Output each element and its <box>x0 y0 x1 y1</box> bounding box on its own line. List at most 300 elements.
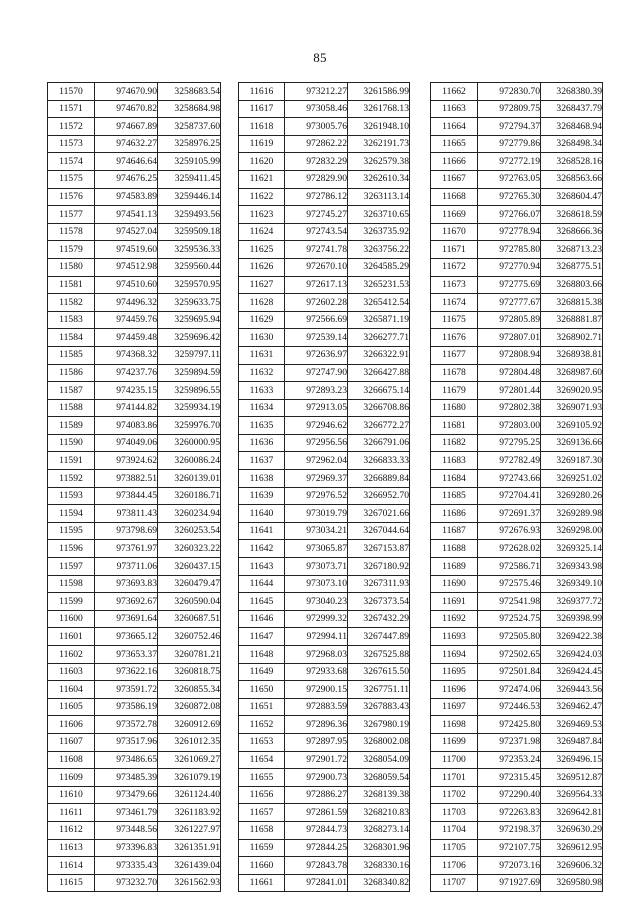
y-coordinate: 3268803.66 <box>541 276 603 294</box>
point-number: 11652 <box>239 716 285 734</box>
point-number: 11630 <box>239 329 285 347</box>
point-number: 11682 <box>431 434 478 452</box>
point-number: 11674 <box>431 294 478 312</box>
table-row <box>239 786 410 804</box>
x-coordinate: 972779.86 <box>478 135 541 153</box>
x-coordinate: 972832.29 <box>285 153 348 171</box>
x-coordinate: 974459.48 <box>95 329 158 347</box>
point-number: 11653 <box>239 733 285 751</box>
x-coordinate: 972772.19 <box>478 153 541 171</box>
table-row <box>431 663 603 681</box>
y-coordinate: 3269469.53 <box>541 716 603 734</box>
point-number: 11575 <box>48 170 95 188</box>
table-row <box>239 839 410 857</box>
table-row <box>431 83 603 101</box>
x-coordinate: 972886.27 <box>285 786 348 804</box>
point-number: 11632 <box>239 364 285 382</box>
y-coordinate: 3261351.91 <box>158 839 221 857</box>
y-coordinate: 3269289.98 <box>541 505 603 523</box>
x-coordinate: 972999.32 <box>285 610 348 628</box>
x-coordinate: 971927.69 <box>478 874 541 892</box>
point-number: 11651 <box>239 698 285 716</box>
x-coordinate: 973019.79 <box>285 505 348 523</box>
x-coordinate: 972956.56 <box>285 434 348 452</box>
table-row <box>48 698 221 716</box>
y-coordinate: 3269642.81 <box>541 804 603 822</box>
point-number: 11570 <box>48 83 95 101</box>
x-coordinate: 972861.59 <box>285 804 348 822</box>
y-coordinate: 3269020.95 <box>541 382 603 400</box>
point-number: 11582 <box>48 294 95 312</box>
y-coordinate: 3267180.92 <box>348 558 410 576</box>
y-coordinate: 3264585.29 <box>348 258 410 276</box>
table-row <box>239 733 410 751</box>
x-coordinate: 973486.65 <box>95 751 158 769</box>
table-row <box>239 575 410 593</box>
table-row <box>48 382 221 400</box>
table-row <box>48 170 221 188</box>
y-coordinate: 3259896.55 <box>158 382 221 400</box>
y-coordinate: 3267751.11 <box>348 681 410 699</box>
table-row <box>48 575 221 593</box>
x-coordinate: 973844.45 <box>95 487 158 505</box>
x-coordinate: 973924.62 <box>95 452 158 470</box>
y-coordinate: 3268618.59 <box>541 206 603 224</box>
x-coordinate: 974646.64 <box>95 153 158 171</box>
table-row <box>431 487 603 505</box>
table-row <box>431 522 603 540</box>
y-coordinate: 3269422.38 <box>541 628 603 646</box>
point-number: 11573 <box>48 135 95 153</box>
table-row <box>431 399 603 417</box>
y-coordinate: 3267153.87 <box>348 540 410 558</box>
point-number: 11704 <box>431 821 478 839</box>
table-row <box>431 329 603 347</box>
table-row <box>48 663 221 681</box>
y-coordinate: 3260086.24 <box>158 452 221 470</box>
table-row <box>239 188 410 206</box>
table-row <box>48 786 221 804</box>
x-coordinate: 974670.82 <box>95 100 158 118</box>
y-coordinate: 3260437.15 <box>158 558 221 576</box>
table-row <box>48 505 221 523</box>
table-row <box>431 241 603 259</box>
y-coordinate: 3268604.47 <box>541 188 603 206</box>
y-coordinate: 3267044.64 <box>348 522 410 540</box>
y-coordinate: 3268273.14 <box>348 821 410 839</box>
point-number: 11602 <box>48 646 95 664</box>
x-coordinate: 972741.78 <box>285 241 348 259</box>
table-row <box>431 558 603 576</box>
table-row <box>239 540 410 558</box>
x-coordinate: 972617.13 <box>285 276 348 294</box>
point-number: 11631 <box>239 346 285 364</box>
table-row <box>239 610 410 628</box>
x-coordinate: 972371.98 <box>478 733 541 751</box>
y-coordinate: 3268210.83 <box>348 804 410 822</box>
y-coordinate: 3261227.97 <box>158 821 221 839</box>
y-coordinate: 3268437.79 <box>541 100 603 118</box>
x-coordinate: 972786.12 <box>285 188 348 206</box>
point-number: 11655 <box>239 769 285 787</box>
point-number: 11691 <box>431 593 478 611</box>
table-row <box>48 135 221 153</box>
y-coordinate: 3260872.08 <box>158 698 221 716</box>
y-coordinate: 3269349.10 <box>541 575 603 593</box>
x-coordinate: 972765.30 <box>478 188 541 206</box>
x-coordinate: 972976.52 <box>285 487 348 505</box>
x-coordinate: 972628.02 <box>478 540 541 558</box>
x-coordinate: 972586.71 <box>478 558 541 576</box>
x-coordinate: 973212.27 <box>285 83 348 101</box>
table-row <box>431 505 603 523</box>
table-row <box>48 769 221 787</box>
point-number: 11707 <box>431 874 478 892</box>
table-row <box>48 100 221 118</box>
point-number: 11692 <box>431 610 478 628</box>
point-number: 11706 <box>431 857 478 875</box>
x-coordinate: 972743.66 <box>478 470 541 488</box>
x-coordinate: 972785.80 <box>478 241 541 259</box>
y-coordinate: 3260253.54 <box>158 522 221 540</box>
table-row <box>239 364 410 382</box>
point-number: 11588 <box>48 399 95 417</box>
table-row <box>239 329 410 347</box>
table-row <box>431 364 603 382</box>
table-row <box>239 100 410 118</box>
y-coordinate: 3266772.27 <box>348 417 410 435</box>
point-number: 11579 <box>48 241 95 259</box>
point-number: 11650 <box>239 681 285 699</box>
point-number: 11686 <box>431 505 478 523</box>
point-number: 11669 <box>431 206 478 224</box>
x-coordinate: 973653.37 <box>95 646 158 664</box>
point-number: 11685 <box>431 487 478 505</box>
x-coordinate: 974237.76 <box>95 364 158 382</box>
point-number: 11700 <box>431 751 478 769</box>
x-coordinate: 972198.37 <box>478 821 541 839</box>
point-number: 11598 <box>48 575 95 593</box>
point-number: 11604 <box>48 681 95 699</box>
y-coordinate: 3259105.99 <box>158 153 221 171</box>
x-coordinate: 972893.23 <box>285 382 348 400</box>
y-coordinate: 3265412.54 <box>348 294 410 312</box>
x-coordinate: 972809.75 <box>478 100 541 118</box>
point-number: 11629 <box>239 311 285 329</box>
x-coordinate: 974512.98 <box>95 258 158 276</box>
y-coordinate: 3269512.87 <box>541 769 603 787</box>
point-number: 11600 <box>48 610 95 628</box>
y-coordinate: 3268563.66 <box>541 170 603 188</box>
y-coordinate: 3269298.00 <box>541 522 603 540</box>
x-coordinate: 973073.10 <box>285 575 348 593</box>
y-coordinate: 3269606.32 <box>541 857 603 875</box>
y-coordinate: 3260781.21 <box>158 646 221 664</box>
table-row <box>239 487 410 505</box>
x-coordinate: 973711.06 <box>95 558 158 576</box>
x-coordinate: 972501.84 <box>478 663 541 681</box>
point-number: 11623 <box>239 206 285 224</box>
point-number: 11633 <box>239 382 285 400</box>
y-coordinate: 3266889.84 <box>348 470 410 488</box>
x-coordinate: 973517.96 <box>95 733 158 751</box>
point-number: 11645 <box>239 593 285 611</box>
x-coordinate: 972900.15 <box>285 681 348 699</box>
x-coordinate: 972743.54 <box>285 223 348 241</box>
point-number: 11675 <box>431 311 478 329</box>
y-coordinate: 3260234.94 <box>158 505 221 523</box>
table-row <box>48 839 221 857</box>
x-coordinate: 972636.97 <box>285 346 348 364</box>
x-coordinate: 973882.51 <box>95 470 158 488</box>
y-coordinate: 3267980.19 <box>348 716 410 734</box>
y-coordinate: 3261768.13 <box>348 100 410 118</box>
point-number: 11594 <box>48 505 95 523</box>
x-coordinate: 972844.73 <box>285 821 348 839</box>
table-row <box>239 470 410 488</box>
x-coordinate: 972107.75 <box>478 839 541 857</box>
point-number: 11635 <box>239 417 285 435</box>
table-row <box>48 487 221 505</box>
x-coordinate: 972353.24 <box>478 751 541 769</box>
y-coordinate: 3261183.92 <box>158 804 221 822</box>
x-coordinate: 973485.39 <box>95 769 158 787</box>
y-coordinate: 3266277.71 <box>348 329 410 347</box>
point-number: 11612 <box>48 821 95 839</box>
y-coordinate: 3269424.45 <box>541 663 603 681</box>
x-coordinate: 972691.37 <box>478 505 541 523</box>
x-coordinate: 972263.83 <box>478 804 541 822</box>
y-coordinate: 3268987.60 <box>541 364 603 382</box>
table-row <box>48 364 221 382</box>
x-coordinate: 973572.78 <box>95 716 158 734</box>
table-row <box>239 681 410 699</box>
y-coordinate: 3260000.95 <box>158 434 221 452</box>
table-row <box>48 399 221 417</box>
table-row <box>48 223 221 241</box>
table-row <box>431 857 603 875</box>
y-coordinate: 3269630.29 <box>541 821 603 839</box>
point-number: 11658 <box>239 821 285 839</box>
point-number: 11687 <box>431 522 478 540</box>
point-number: 11585 <box>48 346 95 364</box>
table-row <box>239 382 410 400</box>
point-number: 11673 <box>431 276 478 294</box>
y-coordinate: 3268380.39 <box>541 83 603 101</box>
table-row <box>239 223 410 241</box>
table-row <box>48 733 221 751</box>
y-coordinate: 3260752.46 <box>158 628 221 646</box>
y-coordinate: 3268815.38 <box>541 294 603 312</box>
point-number: 11646 <box>239 610 285 628</box>
table-row <box>431 100 603 118</box>
y-coordinate: 3268002.08 <box>348 733 410 751</box>
x-coordinate: 974144.82 <box>95 399 158 417</box>
y-coordinate: 3262579.38 <box>348 153 410 171</box>
y-coordinate: 3268054.09 <box>348 751 410 769</box>
point-number: 11696 <box>431 681 478 699</box>
x-coordinate: 972795.25 <box>478 434 541 452</box>
table-row <box>239 663 410 681</box>
x-coordinate: 973761.97 <box>95 540 158 558</box>
y-coordinate: 3269398.99 <box>541 610 603 628</box>
y-coordinate: 3268713.23 <box>541 241 603 259</box>
coordinate-tables <box>0 82 640 889</box>
y-coordinate: 3258976.25 <box>158 135 221 153</box>
x-coordinate: 973798.69 <box>95 522 158 540</box>
y-coordinate: 3268528.16 <box>541 153 603 171</box>
point-number: 11662 <box>431 83 478 101</box>
table-row <box>48 628 221 646</box>
point-number: 11615 <box>48 874 95 892</box>
x-coordinate: 973232.70 <box>95 874 158 892</box>
table-row <box>431 294 603 312</box>
y-coordinate: 3260855.34 <box>158 681 221 699</box>
y-coordinate: 3259695.94 <box>158 311 221 329</box>
y-coordinate: 3259570.95 <box>158 276 221 294</box>
x-coordinate: 972968.03 <box>285 646 348 664</box>
x-coordinate: 972763.05 <box>478 170 541 188</box>
y-coordinate: 3268139.38 <box>348 786 410 804</box>
y-coordinate: 3259509.18 <box>158 223 221 241</box>
point-number: 11654 <box>239 751 285 769</box>
point-number: 11622 <box>239 188 285 206</box>
point-number: 11627 <box>239 276 285 294</box>
x-coordinate: 972775.69 <box>478 276 541 294</box>
point-number: 11666 <box>431 153 478 171</box>
table-row <box>431 628 603 646</box>
y-coordinate: 3266791.06 <box>348 434 410 452</box>
x-coordinate: 972900.73 <box>285 769 348 787</box>
table-row <box>431 769 603 787</box>
x-coordinate: 974667.89 <box>95 118 158 136</box>
x-coordinate: 973665.12 <box>95 628 158 646</box>
point-number: 11609 <box>48 769 95 787</box>
x-coordinate: 972883.59 <box>285 698 348 716</box>
x-coordinate: 972946.62 <box>285 417 348 435</box>
point-number: 11677 <box>431 346 478 364</box>
table-row <box>239 311 410 329</box>
point-number: 11657 <box>239 804 285 822</box>
point-number: 11625 <box>239 241 285 259</box>
x-coordinate: 972994.11 <box>285 628 348 646</box>
point-number: 11618 <box>239 118 285 136</box>
y-coordinate: 3268330.16 <box>348 857 410 875</box>
table-row <box>239 558 410 576</box>
y-coordinate: 3267615.50 <box>348 663 410 681</box>
point-number: 11644 <box>239 575 285 593</box>
table-row <box>431 276 603 294</box>
x-coordinate: 972844.25 <box>285 839 348 857</box>
table-row <box>48 434 221 452</box>
y-coordinate: 3269564.33 <box>541 786 603 804</box>
point-number: 11660 <box>239 857 285 875</box>
point-number: 11589 <box>48 417 95 435</box>
table-row <box>48 311 221 329</box>
x-coordinate: 972575.46 <box>478 575 541 593</box>
y-coordinate: 3259493.56 <box>158 206 221 224</box>
y-coordinate: 3260590.04 <box>158 593 221 611</box>
y-coordinate: 3259894.59 <box>158 364 221 382</box>
y-coordinate: 3268340.82 <box>348 874 410 892</box>
point-number: 11608 <box>48 751 95 769</box>
x-coordinate: 972803.00 <box>478 417 541 435</box>
table-row <box>48 83 221 101</box>
y-coordinate: 3260912.69 <box>158 716 221 734</box>
y-coordinate: 3261948.10 <box>348 118 410 136</box>
table-row <box>48 329 221 347</box>
point-number: 11698 <box>431 716 478 734</box>
point-number: 11605 <box>48 698 95 716</box>
table-row <box>239 170 410 188</box>
point-number: 11624 <box>239 223 285 241</box>
point-number: 11640 <box>239 505 285 523</box>
y-coordinate: 3267447.89 <box>348 628 410 646</box>
point-number: 11634 <box>239 399 285 417</box>
point-number: 11683 <box>431 452 478 470</box>
table-row <box>239 646 410 664</box>
table-row <box>431 786 603 804</box>
table-row <box>431 646 603 664</box>
x-coordinate: 972747.90 <box>285 364 348 382</box>
point-number: 11699 <box>431 733 478 751</box>
x-coordinate: 972896.36 <box>285 716 348 734</box>
table-row <box>431 821 603 839</box>
y-coordinate: 3269462.47 <box>541 698 603 716</box>
table-row <box>239 505 410 523</box>
table-row <box>239 452 410 470</box>
y-coordinate: 3268059.54 <box>348 769 410 787</box>
table-row <box>239 769 410 787</box>
table-row <box>48 681 221 699</box>
coordinate-table-3 <box>430 82 603 892</box>
table-row <box>239 804 410 822</box>
y-coordinate: 3266427.88 <box>348 364 410 382</box>
y-coordinate: 3269071.93 <box>541 399 603 417</box>
point-number: 11611 <box>48 804 95 822</box>
point-number: 11702 <box>431 786 478 804</box>
x-coordinate: 973396.83 <box>95 839 158 857</box>
y-coordinate: 3269612.95 <box>541 839 603 857</box>
table-row <box>239 698 410 716</box>
point-number: 11592 <box>48 470 95 488</box>
y-coordinate: 3268775.51 <box>541 258 603 276</box>
table-row <box>239 241 410 259</box>
point-number: 11628 <box>239 294 285 312</box>
table-row <box>239 276 410 294</box>
table-row <box>431 733 603 751</box>
x-coordinate: 974049.06 <box>95 434 158 452</box>
table-row <box>431 452 603 470</box>
x-coordinate: 974541.13 <box>95 206 158 224</box>
y-coordinate: 3266833.33 <box>348 452 410 470</box>
table-row <box>48 804 221 822</box>
point-number: 11663 <box>431 100 478 118</box>
y-coordinate: 3259797.11 <box>158 346 221 364</box>
y-coordinate: 3260818.75 <box>158 663 221 681</box>
y-coordinate: 3269377.72 <box>541 593 603 611</box>
point-number: 11574 <box>48 153 95 171</box>
x-coordinate: 972315.45 <box>478 769 541 787</box>
y-coordinate: 3260186.71 <box>158 487 221 505</box>
table-row <box>431 839 603 857</box>
table-row <box>48 716 221 734</box>
page-number: 85 <box>313 50 327 65</box>
point-number: 11684 <box>431 470 478 488</box>
y-coordinate: 3269343.98 <box>541 558 603 576</box>
point-number: 11591 <box>48 452 95 470</box>
table-row <box>239 417 410 435</box>
